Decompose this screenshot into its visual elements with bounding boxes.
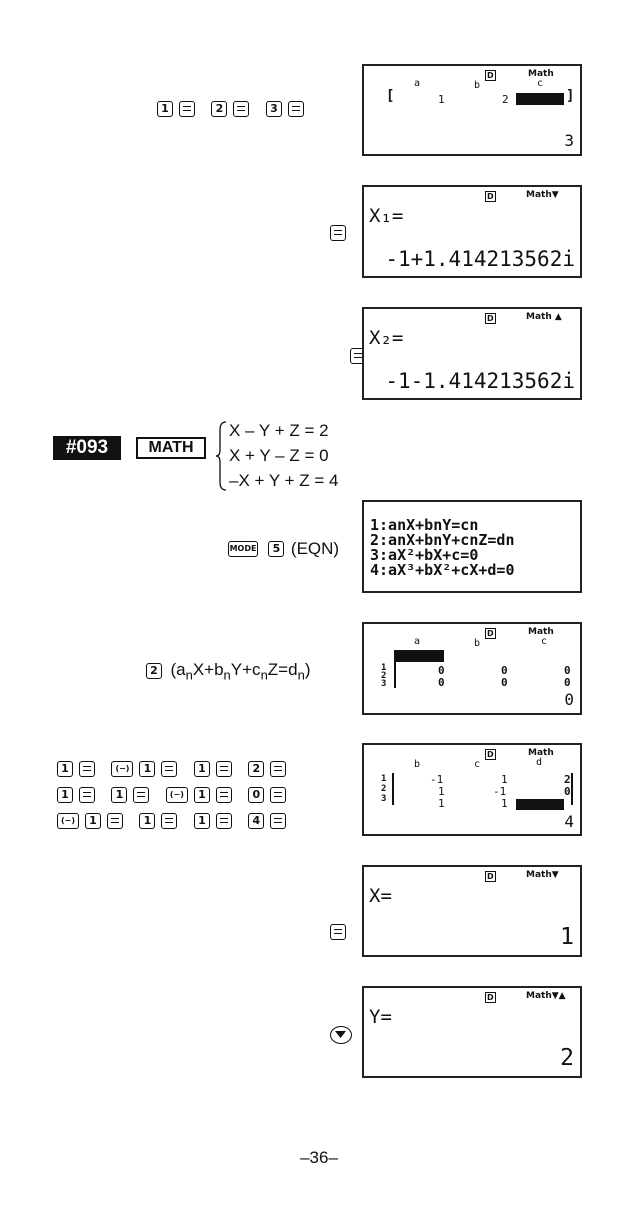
math-indicator: Math▼▲: [526, 991, 566, 1001]
row-label-1: 1: [381, 663, 387, 673]
row-label-1: 1: [381, 774, 387, 784]
row-label-3: 3: [381, 794, 387, 804]
calculator-screen-5: [362, 622, 582, 715]
result-label: X₂=: [369, 327, 404, 349]
cell-a2: 0: [438, 664, 445, 677]
equals-key[interactable]: [270, 787, 286, 803]
cell-d2: 0: [564, 785, 571, 798]
matrix-close-bracket: ]: [566, 88, 575, 104]
cell-d1: 2: [564, 773, 571, 786]
math-indicator: Math ▲: [526, 312, 562, 322]
step1-key-sequence: [157, 100, 310, 118]
column-label-b: b: [414, 759, 421, 770]
calculator-screen-6: [362, 743, 582, 836]
column-label-c: c: [537, 78, 544, 89]
page-number: –36–: [300, 1148, 338, 1167]
column-label-a: a: [414, 78, 421, 89]
eqn-menu-option-3[interactable]: 3:aX²+bX+c=0: [370, 546, 479, 564]
digit-1-key[interactable]: 1: [157, 101, 173, 117]
equals-key[interactable]: [133, 787, 149, 803]
digit-1-key[interactable]: 1: [194, 787, 210, 803]
calculator-screen-1: [362, 64, 582, 156]
cursor-cell-a1: [394, 650, 444, 662]
cursor-down-key[interactable]: [330, 1026, 352, 1044]
degree-indicator: D: [487, 314, 494, 323]
example-number: #093: [65, 437, 109, 458]
math-indicator: Math▼: [526, 190, 559, 200]
down-arrow-icon: [331, 1027, 350, 1042]
digit-1-key[interactable]: 1: [139, 813, 155, 829]
math-indicator: Math: [528, 69, 554, 79]
degree-indicator: D: [487, 872, 494, 881]
result-label: Y=: [369, 1006, 392, 1028]
math-mode-label: MATH: [148, 439, 194, 456]
row-label-2: 2: [381, 784, 387, 794]
key-row-3: [57, 812, 292, 830]
equals-key[interactable]: [79, 787, 95, 803]
cell-c2: -1: [493, 785, 507, 798]
column-label-c: c: [541, 636, 548, 647]
result-value: 2: [560, 1045, 574, 1071]
calculator-screen-7: [362, 865, 582, 957]
eqn-menu-option-4[interactable]: 4:aX³+bX²+cX+d=0: [370, 561, 515, 579]
cell-b3: 1: [438, 797, 445, 810]
equals-key[interactable]: [161, 813, 177, 829]
math-indicator: Math▼: [526, 870, 559, 880]
matrix-left-bracket: [392, 773, 394, 805]
math-indicator: Math: [528, 627, 554, 637]
cell-c3: 0: [564, 676, 571, 689]
cell-b3: 0: [501, 676, 508, 689]
equation-3: –X + Y + Z = 4: [229, 471, 339, 490]
mode-key[interactable]: MODE: [228, 541, 258, 557]
system-brace: [216, 420, 228, 492]
key-row-2: [57, 786, 292, 804]
digit-3-key[interactable]: 3: [266, 101, 282, 117]
calculator-screen-4: [362, 500, 582, 593]
calculator-screen-3: [362, 307, 582, 400]
matrix-right-bracket: [571, 773, 573, 805]
degree-indicator: D: [487, 750, 494, 759]
cell-a1: 1: [438, 93, 445, 106]
digit-2-key[interactable]: 2: [146, 663, 162, 679]
cell-b2: 0: [501, 664, 508, 677]
example-number-badge: [53, 436, 121, 460]
matrix-left-bracket: [394, 650, 396, 688]
equals-key[interactable]: [179, 101, 195, 117]
equation-1: X – Y + Z = 2: [229, 421, 329, 440]
digit-1-key[interactable]: 1: [57, 761, 73, 777]
column-label-b: b: [474, 80, 481, 91]
column-label-a: a: [414, 636, 421, 647]
equals-key[interactable]: [233, 101, 249, 117]
degree-indicator: D: [487, 71, 494, 80]
result-label: X₁=: [369, 205, 404, 227]
column-label-c: c: [474, 759, 481, 770]
digit-0-key[interactable]: 0: [248, 787, 264, 803]
result-value: 1: [560, 924, 574, 950]
equals-key[interactable]: [330, 924, 346, 940]
cursor-cell-c1: [516, 93, 564, 105]
equation-2: X + Y – Z = 0: [229, 446, 329, 465]
column-label-d: d: [536, 757, 543, 768]
row-label-3: 3: [381, 679, 387, 689]
equals-key[interactable]: [270, 813, 286, 829]
cursor-cell-d3: [516, 799, 564, 810]
input-value: 3: [564, 131, 574, 150]
digit-1-key[interactable]: 1: [57, 787, 73, 803]
step5-key-sequence: [146, 660, 310, 682]
key-row-1: [57, 760, 292, 778]
digit-1-key[interactable]: 1: [111, 787, 127, 803]
cell-c2: 0: [564, 664, 571, 677]
equation-type-label: $(a_nX+b_nY+c_nZ=d_n)$: [170, 660, 311, 683]
digit-1-key[interactable]: 1: [139, 761, 155, 777]
equals-key[interactable]: [79, 761, 95, 777]
equals-key[interactable]: [270, 761, 286, 777]
cell-a3: 0: [438, 676, 445, 689]
calculator-screen-8: [362, 986, 582, 1078]
digit-1-key[interactable]: 1: [194, 813, 210, 829]
math-mode-badge: [136, 437, 206, 459]
eqn-menu-option-1[interactable]: 1:anX+bnY=cn: [370, 516, 479, 534]
digit-1-key[interactable]: 1: [85, 813, 101, 829]
digit-2-key[interactable]: 2: [211, 101, 227, 117]
digit-2-key[interactable]: 2: [248, 761, 264, 777]
digit-5-key[interactable]: 5: [268, 541, 284, 557]
equals-key[interactable]: [216, 813, 232, 829]
equals-key[interactable]: [330, 225, 346, 241]
cell-b1: 2: [502, 93, 509, 106]
input-value: 0: [564, 690, 574, 709]
result-label: X=: [369, 885, 392, 907]
degree-indicator: D: [487, 993, 494, 1002]
cell-c3: 1: [501, 797, 508, 810]
cell-c1: 1: [501, 773, 508, 786]
cell-b2: 1: [438, 785, 445, 798]
column-label-b: b: [474, 638, 481, 649]
equals-key[interactable]: [161, 761, 177, 777]
equals-key[interactable]: [107, 813, 123, 829]
negative-key[interactable]: (−): [111, 761, 133, 777]
cell-b1: -1: [430, 773, 444, 786]
result-value: -1-1.414213562i: [385, 369, 575, 393]
negative-key[interactable]: (−): [57, 813, 79, 829]
eqn-label: (EQN): [290, 539, 340, 558]
equals-key[interactable]: [288, 101, 304, 117]
negative-key[interactable]: (−): [166, 787, 188, 803]
row-label-2: 2: [381, 671, 387, 681]
step4-key-sequence: [228, 539, 339, 559]
equals-key[interactable]: [216, 787, 232, 803]
calculator-screen-2: [362, 185, 582, 278]
input-value: 4: [564, 812, 574, 831]
degree-indicator: D: [487, 629, 494, 638]
digit-1-key[interactable]: 1: [194, 761, 210, 777]
matrix-open-bracket: [: [386, 88, 395, 104]
equals-key[interactable]: [216, 761, 232, 777]
result-value: -1+1.414213562i: [385, 247, 575, 271]
degree-indicator: D: [487, 192, 494, 201]
eqn-menu-option-2[interactable]: 2:anX+bnY+cnZ=dn: [370, 531, 515, 549]
digit-4-key[interactable]: 4: [248, 813, 264, 829]
math-indicator: Math: [528, 748, 554, 758]
